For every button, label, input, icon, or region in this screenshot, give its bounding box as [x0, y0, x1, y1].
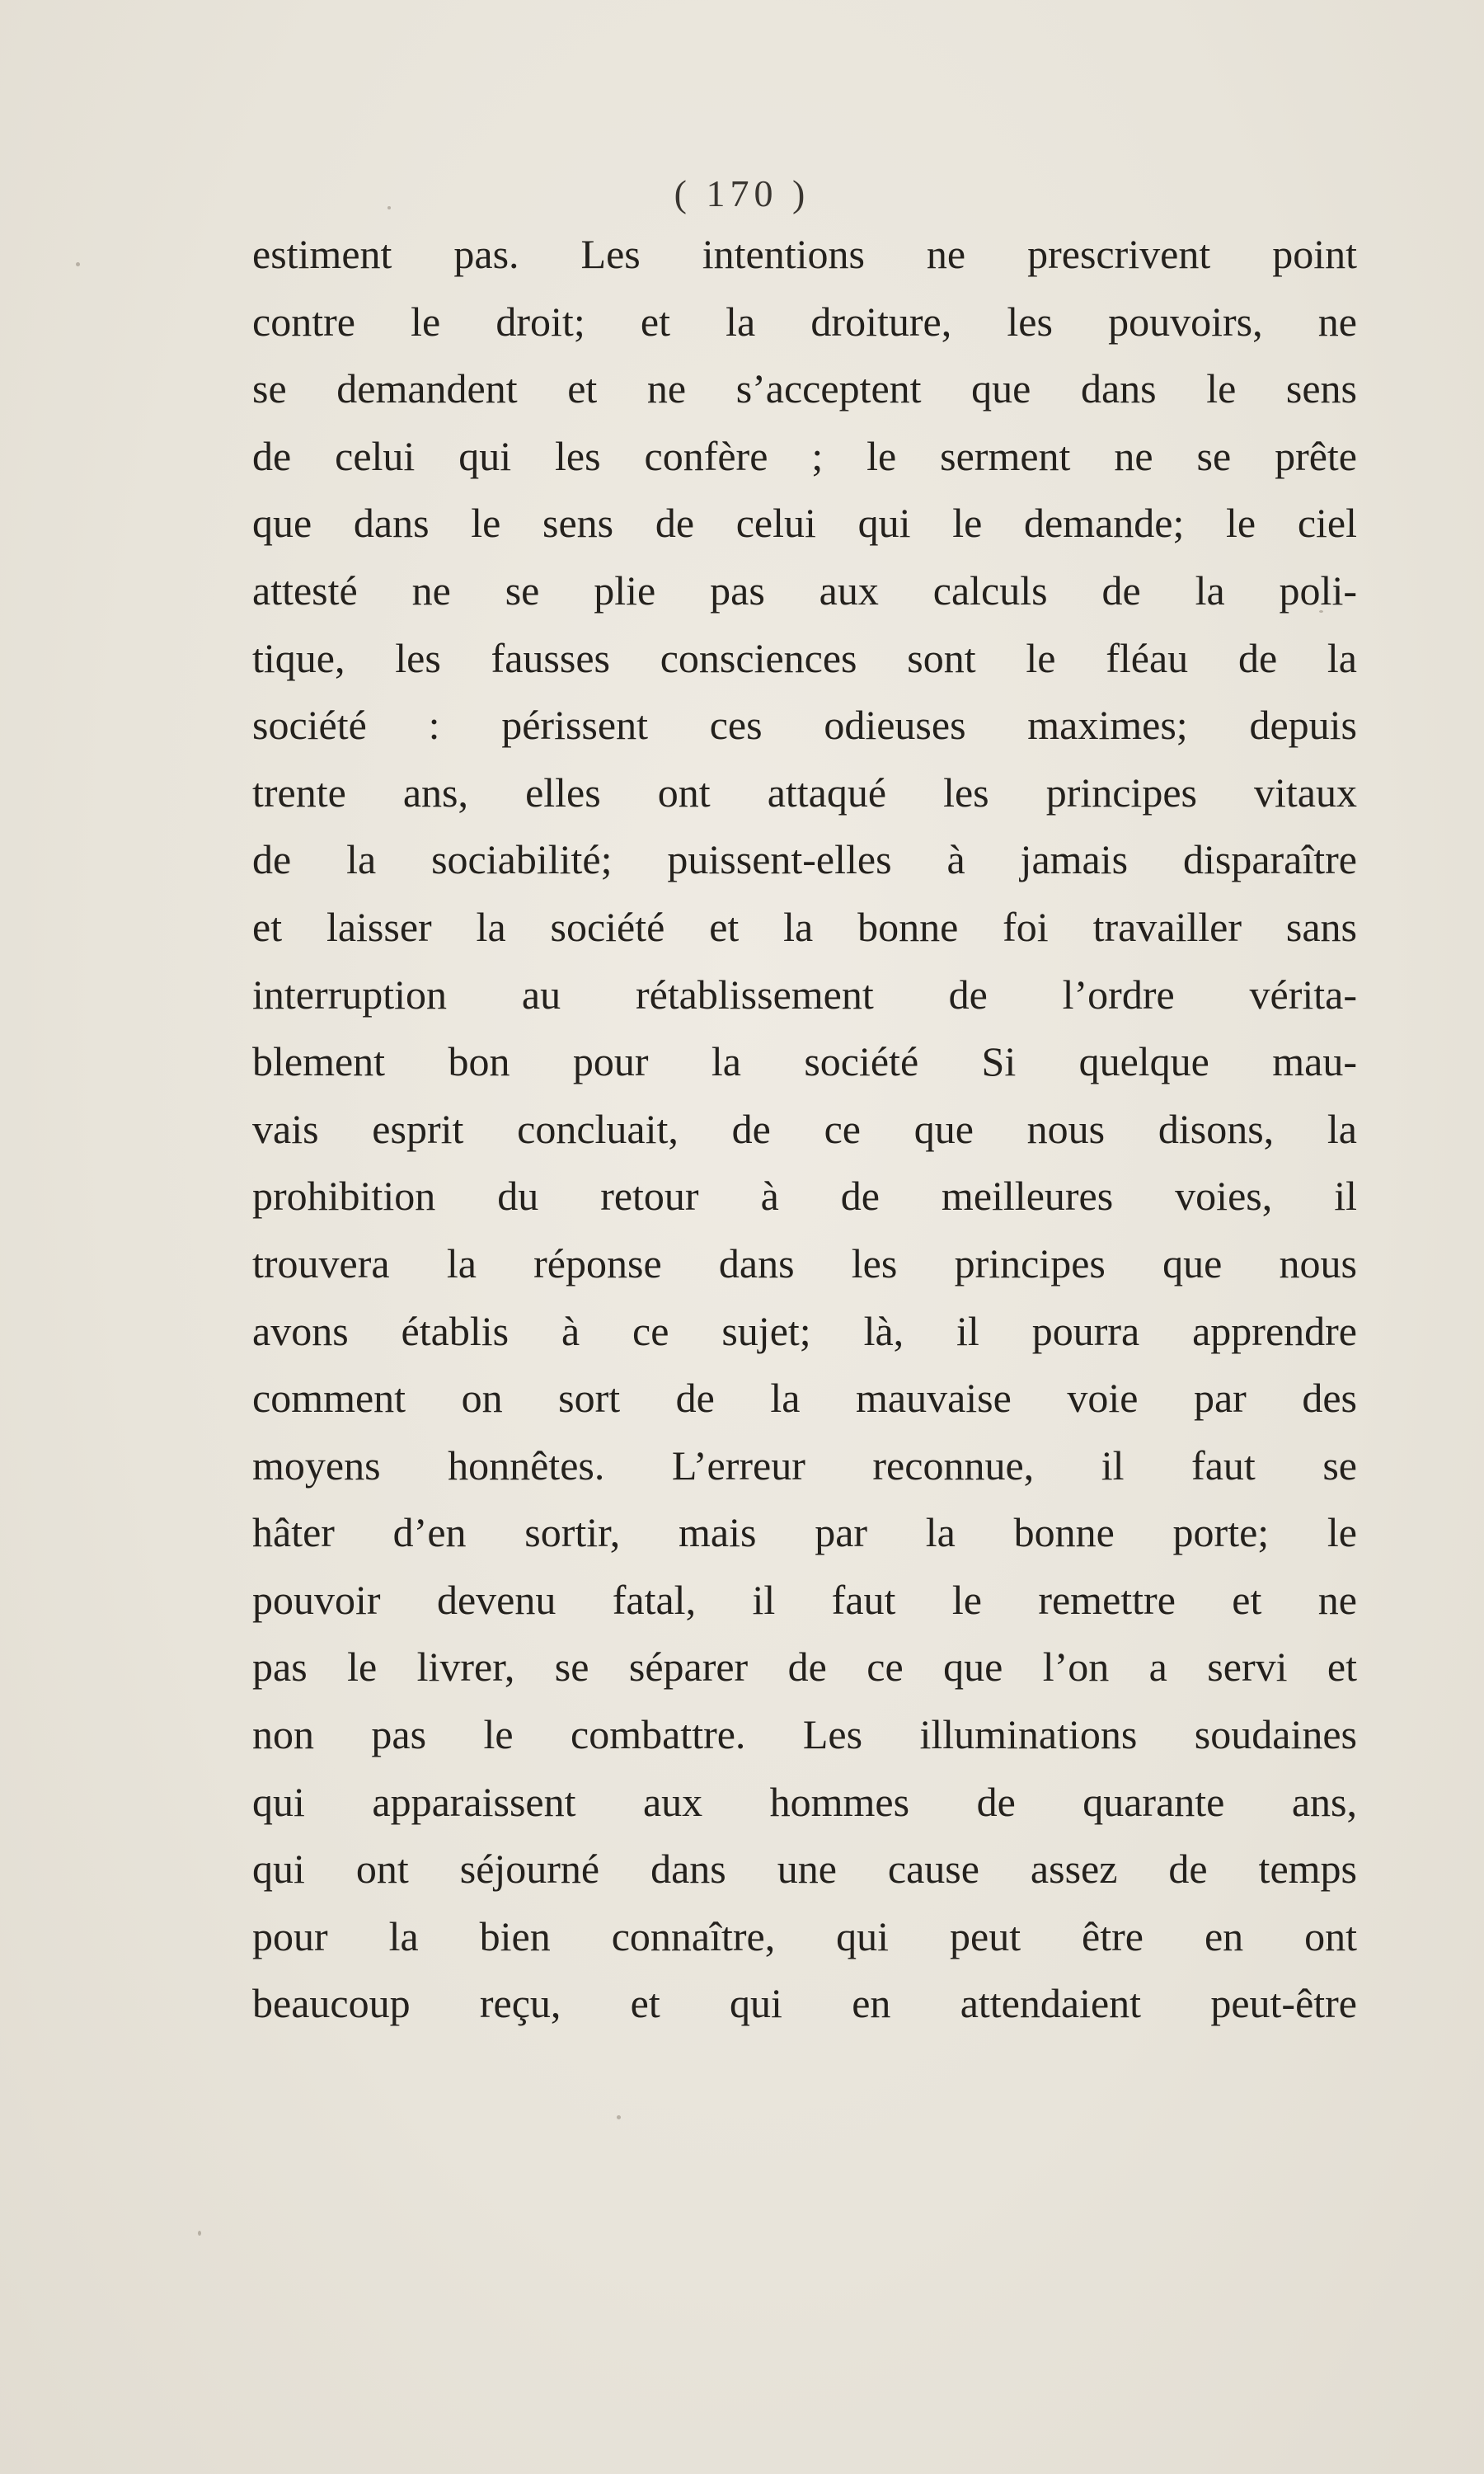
text-line: moyens honnêtes. L’erreur reconnue, il faut se — [252, 1442, 1357, 1489]
text-line: vais esprit concluait, de ce que nous disons, la — [252, 1105, 1357, 1152]
page-number: ( 170 ) — [674, 172, 810, 214]
text-line: se demandent et ne s’acceptent que dans le sens — [252, 365, 1357, 412]
body-text — [252, 221, 1357, 2038]
text-line: société : périssent ces odieuses maximes; depuis — [252, 702, 1357, 749]
text-line: contre le droit; et la droiture, les pouvoirs, ne — [252, 298, 1357, 345]
text-line: non pas le combattre. Les illuminations soudaines — [252, 1711, 1357, 1758]
text-line: prohibition du retour à de meilleures voies, il — [252, 1173, 1357, 1220]
text-line: qui ont séjourné dans une cause assez de temps — [252, 1846, 1357, 1893]
text-line: pas le livrer, se séparer de ce que l’on a servi et — [252, 1644, 1357, 1691]
paper-speck — [617, 2115, 621, 2119]
text-line: trouvera la réponse dans les principes que nous — [252, 1239, 1357, 1286]
text-line: interruption au rétablissement de l’ordre vérita- — [252, 971, 1357, 1018]
text-line: comment on sort de la mauvaise voie par des — [252, 1375, 1357, 1422]
text-line: hâter d’en sortir, mais par la bonne porte; le — [252, 1509, 1357, 1556]
text-line: de la sociabilité; puissent-elles à jamais disparaître — [252, 836, 1357, 883]
text-line: pouvoir devenu fatal, il faut le remettre et ne — [252, 1576, 1357, 1623]
text-line: estiment pas. Les intentions ne prescrivent point — [252, 231, 1357, 277]
text-line: blement bon pour la société Si quelque mau- — [252, 1038, 1357, 1085]
text-line: trente ans, elles ont attaqué les principes vitaux — [252, 769, 1357, 816]
text-line: qui apparaissent aux hommes de quarante ans, — [252, 1778, 1357, 1825]
text-line: attesté ne se plie pas aux calculs de la poli- — [252, 567, 1357, 614]
text-line: de celui qui les confère ; le serment ne se prête — [252, 432, 1357, 479]
text-line: pour la bien connaître, qui peut être en ont — [252, 1912, 1357, 1959]
text-line: tique, les fausses consciences sont le fléau de la — [252, 634, 1357, 681]
text-line: et laisser la société et la bonne foi travailler sans — [252, 903, 1357, 950]
text-line: avons établis à ce sujet; là, il pourra apprendre — [252, 1307, 1357, 1354]
text-line: que dans le sens de celui qui le demande; le ciel — [252, 500, 1357, 547]
paper-speck — [198, 2231, 201, 2236]
text-line: beaucoup reçu, et qui en attendaient peut-être — [252, 1980, 1357, 2027]
paper-speck — [76, 262, 80, 266]
